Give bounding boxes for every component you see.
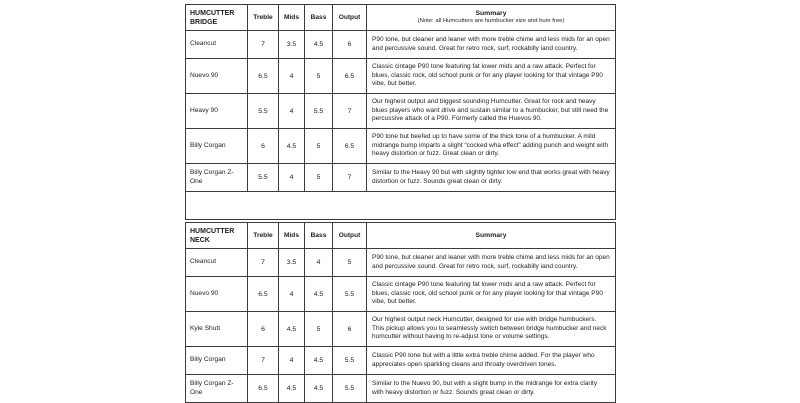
summary-text: P90 tone, but cleaner and leaner with more treble chime and less mids for an open and percussive sound. Great for retro rock, surf, rockabilly iand country. [367,249,616,277]
mids-value: 4 [279,94,305,129]
treble-value: 7 [248,249,279,277]
mids-value: 4 [279,277,305,312]
table-row [186,164,616,192]
empty-spacer-cell [186,192,616,220]
output-value: 6.5 [333,129,367,164]
col-header-bass: Bass [305,223,333,249]
pickup-name: Kyle Shutt [186,312,248,347]
treble-value: 6.5 [248,59,279,94]
col-header-treble: Treble [248,223,279,249]
table-row [186,312,616,347]
bass-value: 4.5 [305,375,333,403]
col-header-treble: Treble [248,5,279,31]
pickup-name: Billy Corgan [186,347,248,375]
bridge-table-title: HUMCUTTER BRIDGE [186,5,248,31]
treble-value: 7 [248,31,279,59]
humcutter-neck-table [185,222,616,403]
bass-value: 4 [305,249,333,277]
treble-value: 6 [248,129,279,164]
output-value: 7 [333,94,367,129]
mids-value: 4 [279,347,305,375]
treble-value: 6.5 [248,277,279,312]
bridge-header-row [186,5,616,31]
output-value: 6 [333,31,367,59]
bass-value: 5 [305,129,333,164]
bass-value: 4.5 [305,347,333,375]
bass-value: 5 [305,312,333,347]
treble-value: 6.5 [248,375,279,403]
col-header-output: Output [333,223,367,249]
col-header-summary [367,5,616,31]
summary-text: Our highest output neck Humcutter, designed for use with bridge humbuckers. This pickup allows you to seamlessly switch between bridge humbucker and neck humcutter without having to re-adjust tone or volume settings. [367,312,616,347]
summary-header-note: (Note: all Humcutters are humbucker size and hum free) [417,17,565,24]
mids-value: 4 [279,164,305,192]
summary-header-label: Summary [475,9,507,17]
pickup-name: Heavy 90 [186,94,248,129]
col-header-mids: Mids [279,5,305,31]
neck-header-row [186,223,616,249]
output-value: 5.5 [333,277,367,312]
bass-value: 4.5 [305,277,333,312]
pickup-name: Billy Corgan Z-One [186,164,248,192]
output-value: 6.5 [333,59,367,94]
col-header-output: Output [333,5,367,31]
summary-text: Classic P90 tone but with a little extra treble chime added. For the player who appreciates open sparkling cleans and throaty overdriven tones. [367,347,616,375]
summary-text: Classic cintage P90 tone featuring fat lower mids and a raw attack. Perfect for blues, classic rock, old school punk or for any player looking for that vintage P90 vibe, but better. [367,59,616,94]
pickup-name: Billy Corgan [186,129,248,164]
summary-text: P90 tone but beefed up to have some of the thick tone of a humbucker. A mild midrange bump imparts a slight “cocked wha effect” adding punch and weight with heavy distortion or fuzz. Great clean or dirty. [367,129,616,164]
treble-value: 6 [248,312,279,347]
pickup-name: Cleancut [186,31,248,59]
neck-table-title: HUMCUTTER NECK [186,223,248,249]
col-header-summary [367,223,616,249]
mids-value: 3.5 [279,31,305,59]
table-row [186,375,616,403]
output-value: 7 [333,164,367,192]
summary-text: Our highest output and biggest sounding Humcutter. Great for rock and heavy blues players who want drive and sustain similar to a humbucker, but still need the percussive attack of a P90. Formerly called the Huevos 90. [367,94,616,129]
mids-value: 3.5 [279,249,305,277]
summary-text: P90 tone, but cleaner and leaner with more treble chime and less mids for an open and percussive sound. Great for retro rock, surf, rockabilly iand country. [367,31,616,59]
pickup-name: Cleancut [186,249,248,277]
mids-value: 4 [279,59,305,94]
col-header-mids: Mids [279,223,305,249]
table-row [186,277,616,312]
pickup-name: Nuevo 90 [186,59,248,94]
summary-text: Similar to the Heavy 90 but with slightly tighter low end that works great with heavy distortion or fuzz. Sounds great clean or dirty. [367,164,616,192]
table-row [186,94,616,129]
spacer-row [186,192,616,220]
bass-value: 5 [305,164,333,192]
table-row [186,31,616,59]
mids-value: 4.5 [279,375,305,403]
treble-value: 5.5 [248,164,279,192]
mids-value: 4.5 [279,129,305,164]
output-value: 5 [333,249,367,277]
bass-value: 5 [305,59,333,94]
output-value: 5.5 [333,375,367,403]
summary-header-label: Summary [475,232,507,239]
bass-value: 4.5 [305,31,333,59]
pickup-name: Nuevo 90 [186,277,248,312]
table-row [186,129,616,164]
table-row [186,347,616,375]
pickup-spec-document [185,4,615,403]
bass-value: 5.5 [305,94,333,129]
table-row [186,249,616,277]
summary-text: Similar to the Nuevo 90, but with a slight bump in the midrange for extra clarity with heavy distortion or fuzz. Sounds great clean or dirty. [367,375,616,403]
mids-value: 4.5 [279,312,305,347]
summary-text: Classic cintage P90 tone featuring fat lower mids and a raw attack. Perfect for blues, classic rock, old school punk or for any player looking for that vintage P90 vibe, but better. [367,277,616,312]
output-value: 6 [333,312,367,347]
treble-value: 7 [248,347,279,375]
treble-value: 5.5 [248,94,279,129]
table-row [186,59,616,94]
pickup-name: Billy Corgan Z-One [186,375,248,403]
output-value: 5.5 [333,347,367,375]
col-header-bass: Bass [305,5,333,31]
humcutter-bridge-table [185,4,616,220]
